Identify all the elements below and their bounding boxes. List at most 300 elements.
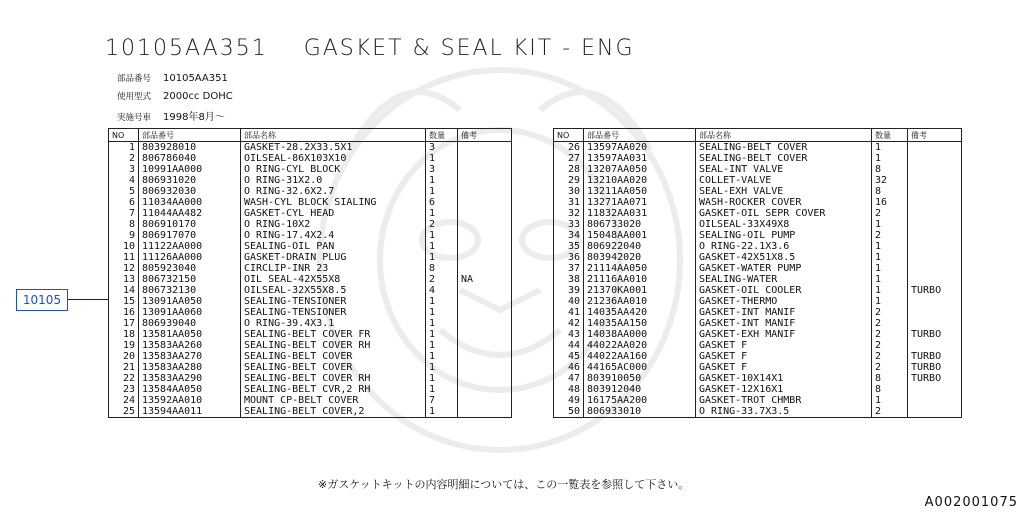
row-part-number: 13583AA260 [139, 340, 241, 351]
table-row[interactable] [109, 186, 512, 197]
table-row[interactable] [554, 406, 962, 418]
part-number: 10105AA351 [105, 36, 268, 61]
row-part-name: SEALING-BELT COVER [696, 142, 872, 154]
row-part-name: O RING-10X2 [241, 219, 426, 230]
table-row[interactable] [109, 241, 512, 252]
row-qty: 2 [426, 219, 458, 230]
row-remarks [458, 285, 512, 296]
table-row[interactable] [554, 252, 962, 263]
row-part-name: SEALING-BELT CVR,2 RH [241, 384, 426, 395]
row-remarks [908, 142, 962, 154]
row-qty: 2 [426, 274, 458, 285]
row-no: 47 [554, 373, 584, 384]
row-remarks [458, 142, 512, 154]
table-row[interactable] [109, 340, 512, 351]
row-part-number: 13581AA050 [139, 329, 241, 340]
header-part-number: 部品番号 [584, 129, 696, 142]
row-no: 7 [109, 208, 139, 219]
row-part-name: CIRCLIP-INR 23 [241, 263, 426, 274]
row-no: 13 [109, 274, 139, 285]
row-part-name: OILSEAL-86X103X10 [241, 153, 426, 164]
row-part-number: 11832AA031 [584, 208, 696, 219]
row-part-number: 13594AA011 [139, 406, 241, 418]
row-qty: 8 [872, 373, 908, 384]
row-part-number: 13584AA050 [139, 384, 241, 395]
row-part-name: GASKET-42X51X8.5 [696, 252, 872, 263]
row-remarks [458, 230, 512, 241]
row-no: 19 [109, 340, 139, 351]
row-part-name: GASKET-12X16X1 [696, 384, 872, 395]
row-remarks: TURBO [908, 285, 962, 296]
row-no: 35 [554, 241, 584, 252]
row-remarks [908, 175, 962, 186]
row-no: 16 [109, 307, 139, 318]
row-part-name: O RING-22.1X3.6 [696, 241, 872, 252]
row-part-number: 803912040 [584, 384, 696, 395]
row-qty: 2 [872, 208, 908, 219]
row-part-name: SEALING-BELT COVER [696, 153, 872, 164]
table-row[interactable] [109, 175, 512, 186]
row-no: 28 [554, 164, 584, 175]
table-row[interactable] [109, 384, 512, 395]
row-no: 46 [554, 362, 584, 373]
table-row[interactable] [109, 153, 512, 164]
row-remarks [908, 296, 962, 307]
row-no: 1 [109, 142, 139, 154]
row-qty: 6 [426, 197, 458, 208]
row-part-number: 803942020 [584, 252, 696, 263]
row-qty: 2 [872, 406, 908, 418]
row-remarks [908, 208, 962, 219]
row-qty: 7 [426, 395, 458, 406]
row-no: 38 [554, 274, 584, 285]
row-no: 21 [109, 362, 139, 373]
row-no: 29 [554, 175, 584, 186]
row-remarks [458, 406, 512, 418]
row-part-number: 11122AA000 [139, 241, 241, 252]
row-part-number: 13091AA050 [139, 296, 241, 307]
row-remarks [908, 406, 962, 418]
row-part-number: 13271AA071 [584, 197, 696, 208]
row-part-number: 806732130 [139, 285, 241, 296]
row-remarks [458, 252, 512, 263]
row-remarks [458, 373, 512, 384]
row-part-name: GASKET-EXH MANIF [696, 329, 872, 340]
row-part-number: 806922040 [584, 241, 696, 252]
table-row[interactable] [554, 263, 962, 274]
row-qty: 1 [872, 285, 908, 296]
row-no: 49 [554, 395, 584, 406]
row-no: 12 [109, 263, 139, 274]
header-part-name: 部品名称 [241, 129, 426, 142]
header-no: NO [554, 129, 584, 142]
row-part-name: WASH-CYL BLOCK SIALING [241, 197, 426, 208]
meta-row-part-number: 部品番号 10105AA351 [117, 73, 228, 84]
table-row[interactable] [109, 296, 512, 307]
row-qty: 2 [872, 230, 908, 241]
page-code: A002001075 [924, 495, 1018, 510]
row-qty: 2 [872, 307, 908, 318]
row-no: 23 [109, 384, 139, 395]
table-row[interactable] [554, 307, 962, 318]
row-no: 4 [109, 175, 139, 186]
table-row[interactable] [554, 296, 962, 307]
row-no: 5 [109, 186, 139, 197]
row-no: 34 [554, 230, 584, 241]
table-row[interactable] [109, 318, 512, 329]
row-part-name: COLLET-VALVE [696, 175, 872, 186]
row-part-number: 44022AA020 [584, 340, 696, 351]
header-part-number: 部品番号 [139, 129, 241, 142]
row-part-name: SEALING-OIL PAN [241, 241, 426, 252]
row-part-name: SEALING-BELT COVER,2 [241, 406, 426, 418]
row-remarks: TURBO [908, 362, 962, 373]
header-qty: 数量 [872, 129, 908, 142]
row-remarks [908, 197, 962, 208]
callout-label[interactable]: 10105 [16, 289, 68, 311]
row-no: 41 [554, 307, 584, 318]
table-row[interactable] [554, 373, 962, 384]
table-row[interactable] [109, 285, 512, 296]
row-no: 20 [109, 351, 139, 362]
table-row[interactable] [554, 230, 962, 241]
row-remarks [458, 208, 512, 219]
table-row[interactable] [109, 307, 512, 318]
table-row[interactable] [554, 219, 962, 230]
row-part-number: 16175AA200 [584, 395, 696, 406]
row-no: 18 [109, 329, 139, 340]
row-qty: 1 [872, 142, 908, 154]
row-part-name: GASKET-28.2X33.5X1 [241, 142, 426, 154]
row-qty: 1 [426, 406, 458, 418]
row-part-number: 10991AA000 [139, 164, 241, 175]
row-remarks [458, 186, 512, 197]
row-qty: 2 [872, 329, 908, 340]
table-row[interactable] [109, 373, 512, 384]
page-title [105, 36, 635, 61]
row-part-number: 21370KA001 [584, 285, 696, 296]
row-part-name: O RING-CYL BLOCK [241, 164, 426, 175]
meta-row-production: 実施号車 1998年8月〜 [117, 112, 225, 123]
row-part-name: GASKET-OIL SEPR COVER [696, 208, 872, 219]
row-part-name: SEALING-TENSIONER [241, 296, 426, 307]
row-no: 36 [554, 252, 584, 263]
table-row[interactable] [109, 329, 512, 340]
row-remarks [458, 395, 512, 406]
row-part-name: O RING-39.4X3.1 [241, 318, 426, 329]
row-remarks [908, 164, 962, 175]
row-part-number: 13583AA280 [139, 362, 241, 373]
row-remarks [458, 175, 512, 186]
row-no: 26 [554, 142, 584, 154]
table-row[interactable] [554, 153, 962, 164]
row-remarks [458, 164, 512, 175]
row-part-number: 14038AA000 [584, 329, 696, 340]
row-part-name: MOUNT CP-BELT COVER [241, 395, 426, 406]
row-no: 2 [109, 153, 139, 164]
row-part-name: OILSEAL-32X55X8.5 [241, 285, 426, 296]
row-part-name: GASKET-OIL COOLER [696, 285, 872, 296]
row-part-name: O RING-31X2.0 [241, 175, 426, 186]
row-part-number: 803910050 [584, 373, 696, 384]
row-part-number: 13592AA010 [139, 395, 241, 406]
row-part-number: 11044AA482 [139, 208, 241, 219]
parts-table-left [108, 128, 512, 418]
row-part-number: 803928010 [139, 142, 241, 154]
row-part-number: 806931020 [139, 175, 241, 186]
row-qty: 1 [872, 252, 908, 263]
row-qty: 1 [426, 208, 458, 219]
row-qty: 1 [872, 219, 908, 230]
row-remarks [458, 384, 512, 395]
row-remarks [458, 219, 512, 230]
row-part-number: 806939040 [139, 318, 241, 329]
row-remarks [908, 340, 962, 351]
row-qty: 1 [426, 153, 458, 164]
row-no: 32 [554, 208, 584, 219]
row-part-number: 13583AA270 [139, 351, 241, 362]
row-part-name: SEALING-BELT COVER RH [241, 373, 426, 384]
table-row[interactable] [554, 351, 962, 362]
header-remarks: 備考 [908, 129, 962, 142]
row-part-name: GASKET-INT MANIF [696, 318, 872, 329]
row-part-name: SEALING-BELT COVER FR [241, 329, 426, 340]
table-header [109, 129, 512, 142]
row-qty: 3 [426, 164, 458, 175]
row-part-number: 21236AA010 [584, 296, 696, 307]
row-part-name: GASKET-INT MANIF [696, 307, 872, 318]
row-no: 31 [554, 197, 584, 208]
table-row[interactable] [109, 395, 512, 406]
row-part-number: 13091AA060 [139, 307, 241, 318]
table-row[interactable] [554, 186, 962, 197]
callout-leader-line [68, 299, 108, 300]
row-no: 14 [109, 285, 139, 296]
row-part-number: 44165AC000 [584, 362, 696, 373]
row-part-name: GASKET-CYL HEAD [241, 208, 426, 219]
table-row[interactable] [109, 252, 512, 263]
row-remarks [908, 219, 962, 230]
row-qty: 1 [872, 274, 908, 285]
row-remarks [908, 241, 962, 252]
row-no: 3 [109, 164, 139, 175]
row-part-name: WASH-ROCKER COVER [696, 197, 872, 208]
table-row[interactable] [554, 241, 962, 252]
table-row[interactable] [554, 274, 962, 285]
table-header [554, 129, 962, 142]
row-remarks [458, 241, 512, 252]
row-remarks [908, 384, 962, 395]
row-part-name: GASKET-THERMO [696, 296, 872, 307]
table-row[interactable] [554, 318, 962, 329]
row-remarks [458, 263, 512, 274]
row-qty: 1 [426, 186, 458, 197]
row-remarks [908, 274, 962, 285]
row-part-name: GASKET F [696, 351, 872, 362]
row-part-number: 21114AA050 [584, 263, 696, 274]
table-row[interactable] [109, 351, 512, 362]
row-qty: 1 [872, 395, 908, 406]
table-row[interactable] [109, 142, 512, 154]
row-part-name: SEALING-WATER [696, 274, 872, 285]
row-no: 44 [554, 340, 584, 351]
row-part-name: SEALING-TENSIONER [241, 307, 426, 318]
row-qty: 8 [426, 263, 458, 274]
row-remarks [458, 362, 512, 373]
row-no: 30 [554, 186, 584, 197]
table-row[interactable] [109, 164, 512, 175]
row-qty: 1 [872, 263, 908, 274]
row-part-number: 806932030 [139, 186, 241, 197]
row-no: 40 [554, 296, 584, 307]
row-qty: 8 [872, 186, 908, 197]
table-row[interactable] [109, 219, 512, 230]
row-part-number: 13211AA050 [584, 186, 696, 197]
row-no: 15 [109, 296, 139, 307]
parts-table-right [553, 128, 962, 418]
header-remarks: 備考 [458, 129, 512, 142]
row-part-number: 806933010 [584, 406, 696, 418]
row-part-number: 806786040 [139, 153, 241, 164]
row-part-name: OILSEAL-33X49X8 [696, 219, 872, 230]
row-part-number: 13583AA290 [139, 373, 241, 384]
row-remarks [458, 197, 512, 208]
row-no: 9 [109, 230, 139, 241]
row-qty: 1 [426, 362, 458, 373]
row-no: 17 [109, 318, 139, 329]
row-no: 11 [109, 252, 139, 263]
row-part-number: 14035AA420 [584, 307, 696, 318]
table-row[interactable] [554, 197, 962, 208]
table-row[interactable] [554, 142, 962, 154]
row-no: 39 [554, 285, 584, 296]
row-qty: 1 [872, 241, 908, 252]
row-no: 25 [109, 406, 139, 418]
table-row[interactable] [554, 164, 962, 175]
row-qty: 1 [426, 296, 458, 307]
row-qty: 2 [872, 318, 908, 329]
row-qty: 1 [426, 175, 458, 186]
row-qty: 16 [872, 197, 908, 208]
footer-note: ※ガスケットキットの内容明細については、この一覧表を参照して下さい。 [318, 478, 690, 491]
row-part-number: 806910170 [139, 219, 241, 230]
part-name: GASKET & SEAL KIT - ENG [303, 36, 635, 61]
row-no: 10 [109, 241, 139, 252]
row-remarks [908, 230, 962, 241]
row-no: 50 [554, 406, 584, 418]
row-qty: 1 [426, 351, 458, 362]
row-part-name: GASKET-10X14X1 [696, 373, 872, 384]
row-part-number: 11034AA000 [139, 197, 241, 208]
row-remarks: TURBO [908, 373, 962, 384]
row-part-number: 13210AA020 [584, 175, 696, 186]
row-qty: 2 [872, 340, 908, 351]
row-part-number: 14035AA150 [584, 318, 696, 329]
row-qty: 8 [872, 384, 908, 395]
table-row[interactable] [109, 197, 512, 208]
row-part-name: SEALING-OIL PUMP [696, 230, 872, 241]
row-part-number: 13597AA020 [584, 142, 696, 154]
row-no: 33 [554, 219, 584, 230]
row-no: 22 [109, 373, 139, 384]
row-qty: 2 [872, 351, 908, 362]
row-qty: 1 [426, 230, 458, 241]
row-remarks: TURBO [908, 351, 962, 362]
table-row[interactable] [554, 329, 962, 340]
table-row[interactable] [554, 362, 962, 373]
row-remarks [908, 318, 962, 329]
row-part-number: 44022AA160 [584, 351, 696, 362]
table-row[interactable] [109, 263, 512, 274]
row-part-number: 11126AA000 [139, 252, 241, 263]
header-part-name: 部品名称 [696, 129, 872, 142]
row-no: 6 [109, 197, 139, 208]
row-qty: 1 [426, 373, 458, 384]
table-row[interactable] [554, 384, 962, 395]
row-qty: 1 [872, 153, 908, 164]
table-row[interactable] [109, 230, 512, 241]
table-row[interactable] [109, 208, 512, 219]
meta-row-model: 使用型式 2000cc DOHC [117, 91, 233, 102]
row-part-name: OIL SEAL-42X55X8 [241, 274, 426, 285]
row-remarks [908, 395, 962, 406]
row-no: 43 [554, 329, 584, 340]
row-remarks [908, 252, 962, 263]
row-remarks [908, 153, 962, 164]
row-remarks [458, 351, 512, 362]
row-remarks [458, 329, 512, 340]
row-part-number: 21116AA010 [584, 274, 696, 285]
table-row[interactable] [109, 406, 512, 418]
row-qty: 1 [426, 318, 458, 329]
table-row[interactable] [554, 340, 962, 351]
row-part-name: O RING-33.7X3.5 [696, 406, 872, 418]
row-remarks [458, 296, 512, 307]
row-part-name: SEAL-INT VALVE [696, 164, 872, 175]
row-no: 45 [554, 351, 584, 362]
row-remarks [908, 307, 962, 318]
table-row[interactable] [554, 208, 962, 219]
row-qty: 8 [872, 164, 908, 175]
row-part-number: 13597AA031 [584, 153, 696, 164]
row-no: 27 [554, 153, 584, 164]
row-no: 37 [554, 263, 584, 274]
table-row[interactable] [109, 274, 512, 285]
row-qty: 32 [872, 175, 908, 186]
row-qty: 1 [872, 296, 908, 307]
row-qty: 1 [426, 252, 458, 263]
row-no: 8 [109, 219, 139, 230]
table-row[interactable] [554, 175, 962, 186]
row-part-number: 806732150 [139, 274, 241, 285]
row-qty: 1 [426, 241, 458, 252]
row-remarks [908, 263, 962, 274]
table-row[interactable] [554, 285, 962, 296]
row-part-number: 806733020 [584, 219, 696, 230]
row-no: 24 [109, 395, 139, 406]
table-row[interactable] [554, 395, 962, 406]
row-qty: 3 [426, 142, 458, 154]
table-row[interactable] [109, 362, 512, 373]
row-remarks [458, 318, 512, 329]
row-part-number: 806917070 [139, 230, 241, 241]
row-remarks [908, 186, 962, 197]
row-qty: 1 [426, 329, 458, 340]
row-remarks [458, 307, 512, 318]
row-no: 42 [554, 318, 584, 329]
row-no: 48 [554, 384, 584, 395]
row-remarks: TURBO [908, 329, 962, 340]
